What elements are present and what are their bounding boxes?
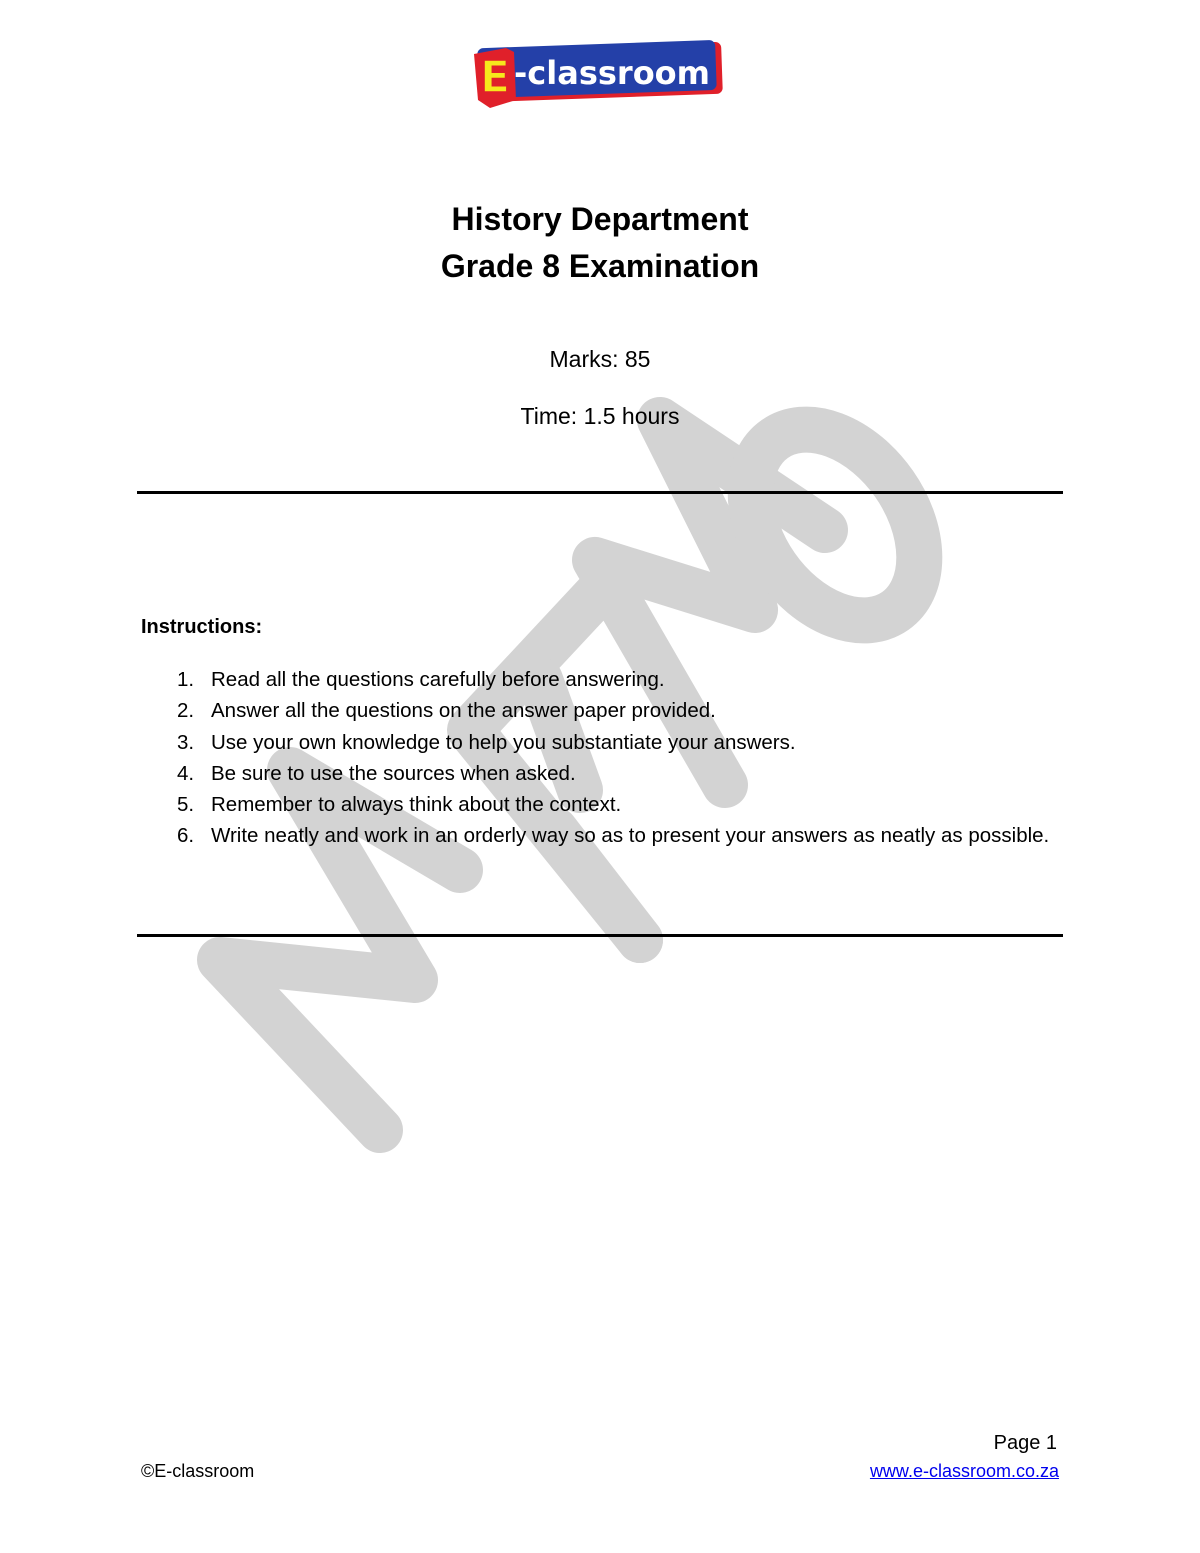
instruction-number: 1.	[177, 668, 195, 691]
instruction-text: Be sure to use the sources when asked.	[211, 761, 576, 785]
instruction-item	[141, 758, 1061, 789]
instruction-text: Remember to always think about the context.	[211, 793, 622, 817]
instruction-number: 6.	[177, 824, 195, 848]
exam-title: Grade 8 Examination	[440, 248, 760, 284]
instruction-item	[141, 664, 1061, 695]
page-number: Page 1	[993, 1432, 1057, 1454]
instruction-text: Answer all the questions on the answer paper provided.	[211, 699, 716, 723]
e-classroom-logo	[470, 40, 728, 112]
department-title: History Department	[451, 201, 749, 237]
exam-title-block	[0, 196, 1200, 290]
instruction-text: Read all the questions carefully before answering.	[211, 668, 665, 691]
instruction-number: 3.	[177, 730, 195, 754]
svg-text:-classroom: -classroom	[514, 54, 710, 92]
instruction-item	[141, 820, 1061, 851]
instructions-heading: Instructions:	[141, 616, 263, 638]
instruction-number: 5.	[177, 793, 195, 817]
instruction-text: Write neatly and work in an orderly way so as to present your answers as neatly as possible.	[211, 824, 1050, 848]
bottom-divider	[137, 934, 1063, 937]
time-text: Time: 1.5 hours	[520, 403, 680, 429]
instruction-item	[141, 789, 1061, 820]
instructions-list	[141, 664, 1061, 852]
instruction-item	[141, 727, 1061, 758]
instruction-text: Use your own knowledge to help you substantiate your answers.	[211, 730, 796, 754]
instruction-number: 2.	[177, 699, 195, 723]
marks-text: Marks: 85	[549, 346, 651, 372]
instruction-number: 4.	[177, 761, 195, 785]
instruction-item	[141, 695, 1061, 726]
website-link[interactable]: www.e-classroom.co.za	[869, 1461, 1059, 1481]
svg-text:E: E	[480, 52, 511, 103]
copyright-text: ©E-classroom	[141, 1461, 255, 1481]
top-divider	[137, 491, 1063, 494]
